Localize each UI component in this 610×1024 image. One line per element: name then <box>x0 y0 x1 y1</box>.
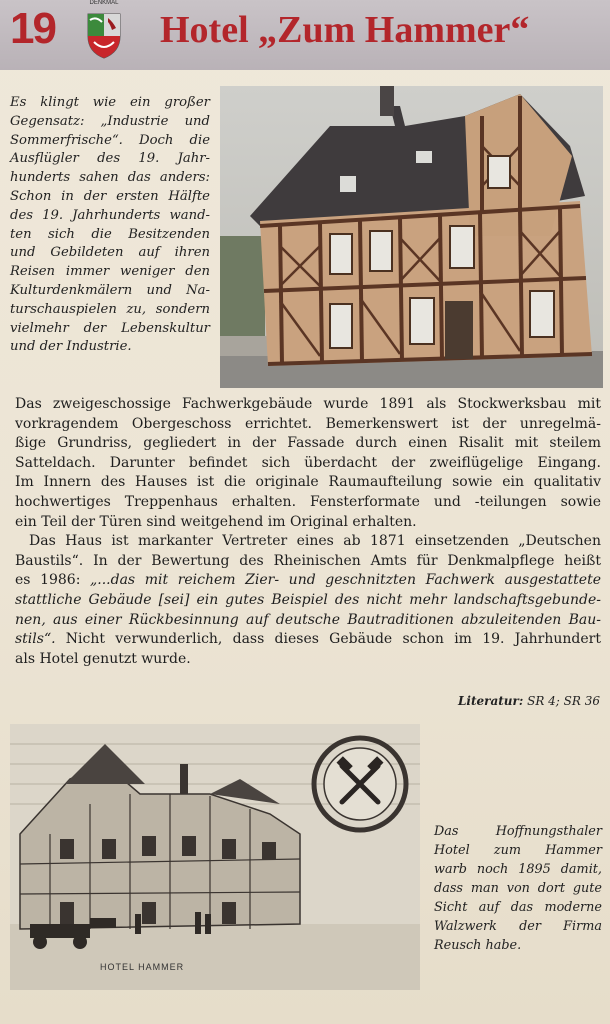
paragraph2-line <box>15 630 601 650</box>
paragraph1-line: hochwertiges Treppenhaus erhalten. Fensterformate und -teilungen sowie <box>15 493 601 510</box>
crest-label: DENKMAL <box>89 0 119 6</box>
quote-end: stils“. <box>15 631 56 648</box>
caption-line: warb noch 1895 damit, <box>434 862 602 877</box>
page-header <box>0 0 610 70</box>
paragraph1-line: Satteldach. Darunter befindet sich überdacht der zweiflügelige Eingang. <box>15 454 601 471</box>
caption-line: Sicht auf das moderne <box>434 900 602 915</box>
quote-text: „...das mit reichem Zier- und geschnitzten Fachwerk ausgestattete <box>90 572 601 589</box>
intro-line: Sommerfrische“. Doch die <box>10 132 210 148</box>
intro-line: Schon in der ersten Hälfte <box>10 188 210 204</box>
caption-line: Reusch habe. <box>434 938 522 953</box>
historic-engraving <box>10 724 420 990</box>
intro-line: Es klingt wie ein großer <box>10 95 210 110</box>
page-title: Hotel „Zum Hammer“ <box>160 9 530 51</box>
caption-line: Das Hoffnungsthaler <box>434 824 602 839</box>
paragraph1-line: ßige Grundriss, gegliedert in der Fassade durch einen Risalit mit steilem <box>15 435 601 452</box>
paragraph2-line <box>15 571 601 591</box>
literature-label: Literatur: <box>457 694 524 708</box>
quote-intro: es 1986: <box>15 572 91 589</box>
intro-line: und der Industrie. <box>10 339 132 355</box>
intro-line: und Gebildeten auf ihren <box>10 245 210 261</box>
paragraph2-text: Nicht verwunderlich, dass dieses Gebäude schon im 19. Jahrhundert <box>55 631 601 648</box>
caption-line: Walzwerk der Firma <box>434 919 602 934</box>
intro-text <box>10 94 210 357</box>
intro-line: hunderts sahen das anders: <box>10 170 210 186</box>
intro-line: Gegensatz: „Industrie und <box>10 113 210 129</box>
paragraph1-line: vorkragendem Obergeschoss errichtet. Bemerkenswert ist der unregelmä- <box>15 415 601 432</box>
quote-line: nen, aus einer Rückbesinnung auf deutsche Bautraditionen abzuleitenden Bau- <box>15 611 601 628</box>
paragraph2-line: Das Haus ist markanter Vertreter eines ab 1871 einsetzenden „Deutschen <box>29 533 601 550</box>
intro-line: des 19. Jahrhunderts wand- <box>10 207 210 223</box>
paragraph1-line: Im Innern des Hauses ist die originale Raumaufteilung sowie ein qualitativ <box>15 474 601 491</box>
image-caption <box>434 822 602 955</box>
intro-line: Kulturdenkmälern und Na- <box>10 282 210 298</box>
intro-line: Reisen immer weniger den <box>10 264 210 280</box>
intro-line: ten sich die Besitzenden <box>10 226 210 242</box>
paragraph2-line: als Hotel genutzt wurde. <box>15 650 191 667</box>
literature-note <box>458 694 600 708</box>
engraving-label: HOTEL HAMMER <box>100 962 185 972</box>
intro-line: Ausflügler des 19. Jahr- <box>10 151 210 167</box>
paragraph2-line: Baustils“. In der Bewertung des Rheinischen Amts für Denkmalpflege heißt <box>15 552 601 569</box>
main-text <box>15 395 601 669</box>
quote-line: stattliche Gebäude [sei] ein gutes Beispiel des nicht mehr landschaftsgebunde- <box>15 591 601 608</box>
caption-line: dass man von dort gute <box>434 881 602 896</box>
hotel-photo <box>220 86 603 388</box>
caption-line: Hotel zum Hammer <box>434 843 602 858</box>
paragraph1-line: ein Teil der Türen sind weitgehend im Original erhalten. <box>15 513 417 530</box>
page-number: 19 <box>10 4 55 53</box>
intro-line: vielmehr der Lebenskultur <box>10 320 210 336</box>
literature-refs: SR 4; SR 36 <box>523 694 600 708</box>
nrw-crest-icon <box>86 6 122 60</box>
paragraph1-line: Das zweigeschossige Fachwerkgebäude wurde 1891 als Stockwerksbau mit <box>15 396 601 412</box>
intro-line: turschauspielen zu, sondern <box>10 301 210 317</box>
